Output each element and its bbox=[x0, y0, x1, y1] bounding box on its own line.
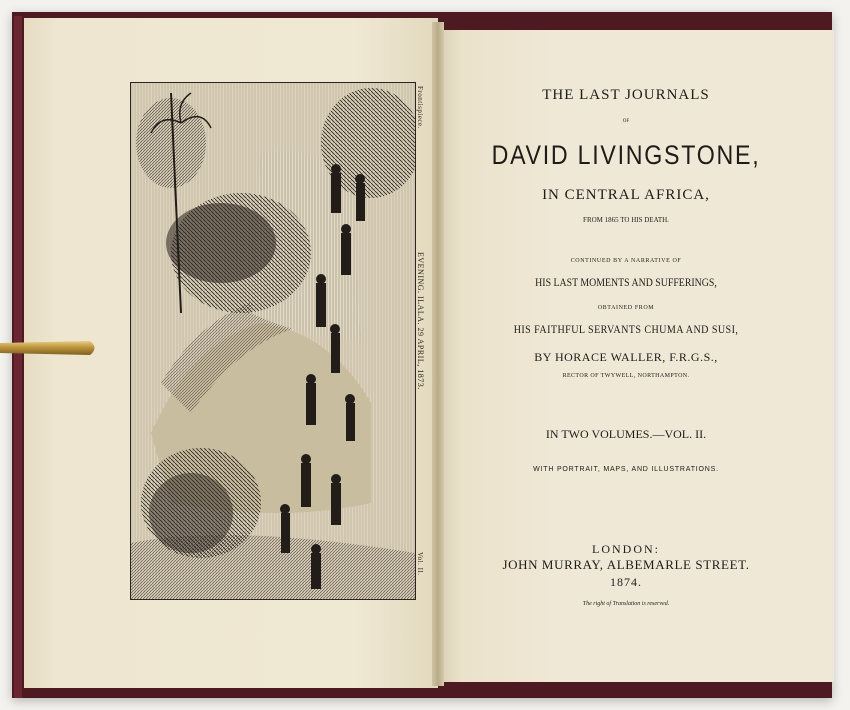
servants-line: HIS FAITHFUL SERVANTS CHUMA AND SUSI, bbox=[513, 322, 739, 336]
engraving-illustration bbox=[131, 83, 415, 599]
title-line-of: OF bbox=[622, 119, 630, 124]
volumes-line: IN TWO VOLUMES.—VOL. II. bbox=[545, 427, 707, 441]
author-affiliation: RECTOR OF TWYWELL, NORTHAMPTON. bbox=[562, 373, 690, 379]
frontispiece-caption bbox=[414, 82, 436, 598]
title-page bbox=[446, 0, 806, 710]
author-line: BY HORACE WALLER, F.R.G.S., bbox=[534, 350, 718, 364]
brass-bookmark bbox=[0, 339, 100, 357]
narrative-intro: CONTINUED BY A NARRATIVE OF bbox=[570, 258, 682, 264]
title-main: DAVID LIVINGSTONE, bbox=[491, 140, 761, 170]
publisher-name: JOHN MURRAY, ALBEMARLE STREET. bbox=[502, 557, 750, 572]
engraving-title: EVENING. ILALA. 29 APRIL, 1873. bbox=[416, 252, 425, 390]
frontispiece-label: Frontispiece. bbox=[416, 86, 424, 129]
book-cover-edge bbox=[14, 16, 22, 698]
obtained-from: OBTAINED FROM bbox=[597, 305, 655, 311]
narrative-title: HIS LAST MOMENTS AND SUFFERINGS, bbox=[535, 275, 717, 289]
publication-year: 1874. bbox=[610, 575, 642, 589]
title-line-1: THE LAST JOURNALS bbox=[542, 87, 710, 103]
title-subtitle: IN CENTRAL AFRICA, bbox=[542, 187, 710, 203]
title-dates: FROM 1865 TO HIS DEATH. bbox=[583, 216, 669, 224]
publisher-city: LONDON: bbox=[592, 542, 660, 556]
frontispiece-engraving bbox=[130, 82, 416, 600]
illustrations-line: WITH PORTRAIT, MAPS, AND ILLUSTRATIONS. bbox=[533, 466, 719, 473]
volume-label: Vol. II. bbox=[416, 552, 424, 576]
rights-notice: The right of Translation is reserved. bbox=[582, 601, 670, 607]
